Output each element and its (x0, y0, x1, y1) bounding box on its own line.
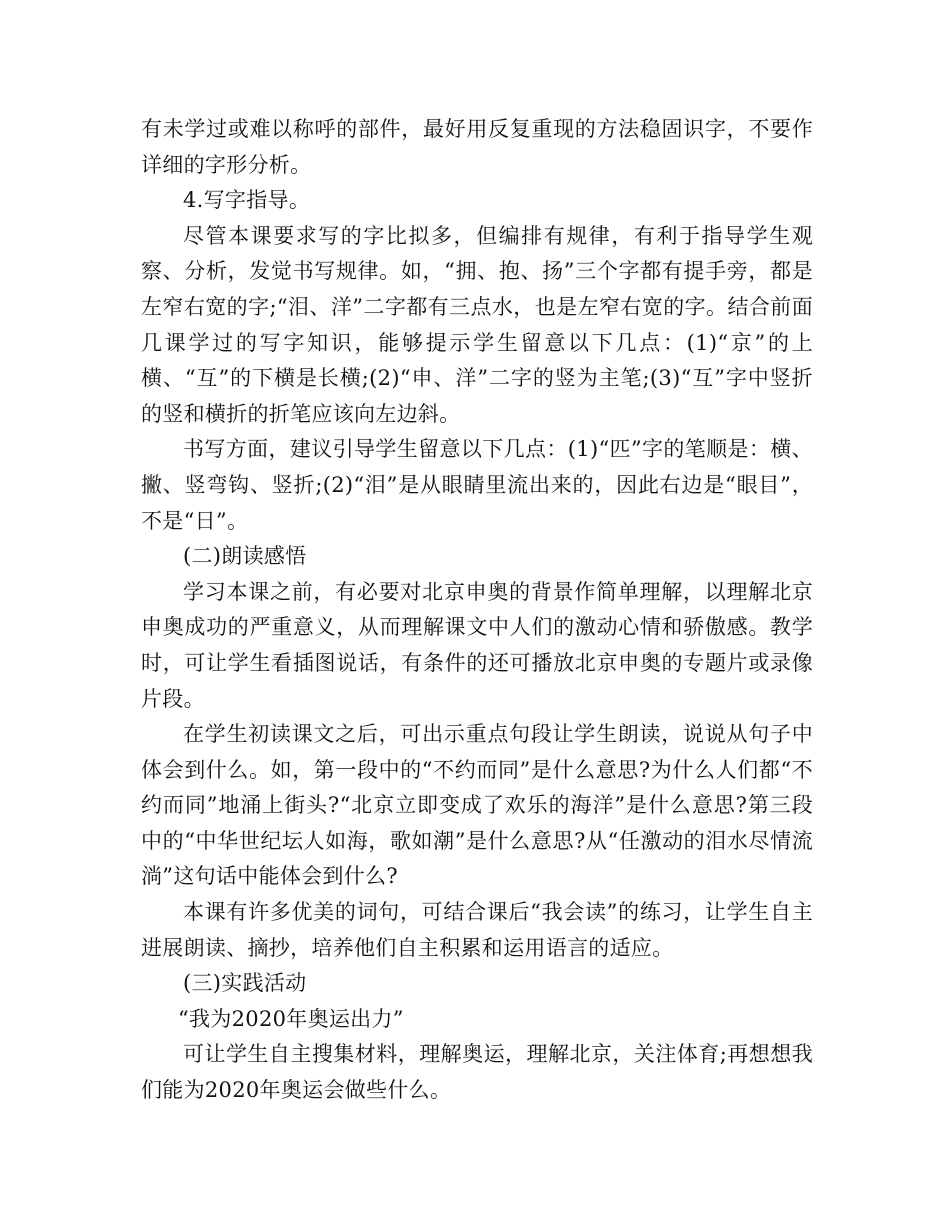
paragraph-writing-notes: 书写方面，建议引导学生留意以下几点：(1)“匹”字的笔顺是：横、撇、竖弯钩、竖折;(2)“泪”是从眼睛里流出来的，因此右边是“眼目”，不是“日”。 (141, 437, 813, 533)
section-heading-practice: (三)实践活动 (183, 971, 307, 996)
paragraph-key-sentences: 在学生初读课文之后，可出示重点句段让学生朗读，说说从句子中体会到什么。如，第一段中的“不约而同”是什么意思?为什么人们都“不约而同”地涌上街头?“北京立即变成了欢乐的海洋”是什么意思?第三段中的“中华世纪坛人如海，歌如潮”是什么意思?从“任激动的泪水尽情流淌”这句话中能体会到什么? (141, 722, 813, 889)
section-heading-writing-guidance: 4.写字指导。 (183, 188, 311, 213)
paragraph-writing-rules: 尽管本课要求写的字比拟多，但编排有规律，有利于指导学生观察、分析，发觉书写规律。如，“拥、抱、扬”三个字都有提手旁，都是左窄右宽的字;“泪、洋”二字都有三点水，也是左窄右宽的字。结合前面几课学过的写字知识，能够提示学生留意以下几点：(1)“京”的上横、“互”的下横是长横;(2)“申、洋”二字的竖为主笔;(3)“互”字中竖折的竖和横折的折笔应该向左边斜。 (141, 223, 813, 426)
activity-title: “我为2020年奥运出力” (178, 1006, 404, 1031)
paragraph-vocabulary: 本课有许多优美的词句，可结合课后“我会读”的练习，让学生自主进展朗读、摘抄，培养他们自主积累和运用语言的适应。 (141, 900, 813, 960)
paragraph-background: 学习本课之前，有必要对北京申奥的背景作简单理解，以理解北京申奥成功的严重意义，从而理解课文中人们的激动心情和骄傲感。教学时，可让学生看插图说话，有条件的还可播放北京申奥的专题片或录像片段。 (141, 579, 813, 711)
section-heading-reading: (二)朗读感悟 (183, 544, 307, 569)
document-body (141, 112, 813, 1109)
paragraph-activity: 可让学生自主搜集材料，理解奥运，理解北京，关注体育;再想想我们能为2020年奥运会做些什么。 (141, 1042, 813, 1103)
paragraph-continuation: 有未学过或难以称呼的部件，最好用反复重现的方法稳固识字，不要作详细的字形分析。 (141, 117, 813, 177)
